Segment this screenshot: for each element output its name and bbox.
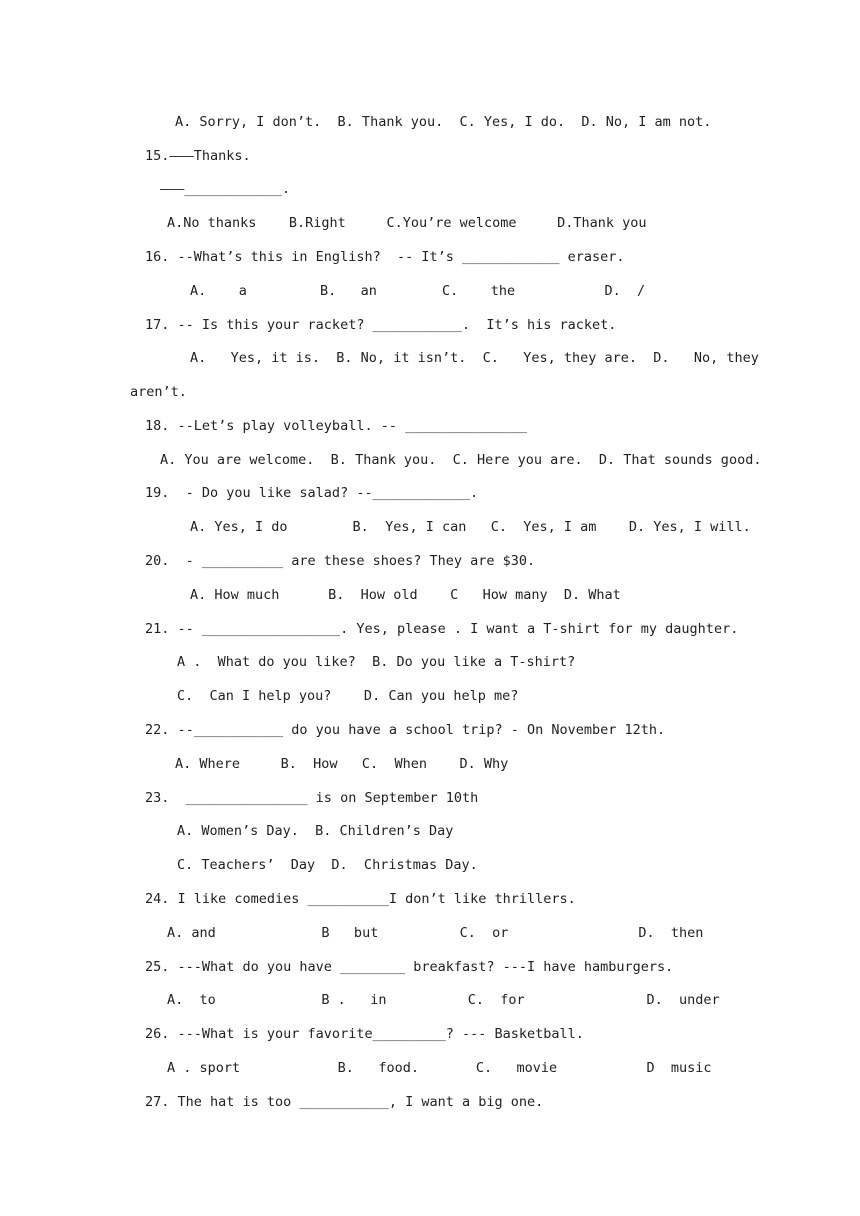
- q16-question: 16. --What’s this in English? -- It’s ____________ eraser.: [145, 249, 625, 265]
- q17-options-continued: aren’t.: [130, 384, 187, 400]
- q20-options: A. How much B. How old C How many D. What: [190, 587, 621, 603]
- q17-question: 17. -- Is this your racket? ___________. It’s his racket.: [145, 317, 617, 333]
- q20-question: 20. - __________ are these shoes? They are $30.: [145, 553, 536, 569]
- q16-options: A. a B. an C. the D. /: [190, 283, 646, 299]
- q22-options: A. Where B. How C. When D. Why: [175, 756, 509, 772]
- q17-options: A. Yes, it is. B. No, it isn’t. C. Yes, they are. D. No, they: [190, 350, 759, 366]
- q27-question: 27. The hat is too ___________, I want a big one.: [145, 1094, 544, 1110]
- q19-options: A. Yes, I do B. Yes, I can C. Yes, I am D. Yes, I will.: [190, 519, 751, 535]
- q22-question: 22. --___________ do you have a school trip? - On November 12th.: [145, 722, 666, 738]
- q15-options: A.No thanks B.Right C.You’re welcome D.Thank you: [167, 215, 647, 231]
- q25-options: A. to B . in C. for D. under: [167, 992, 720, 1008]
- q19-question: 19. - Do you like salad? --____________.: [145, 485, 479, 501]
- q25-question: 25. ---What do you have ________ breakfast? ---I have hamburgers.: [145, 959, 674, 975]
- q23-options-cd: C. Teachers’ Day D. Christmas Day.: [177, 857, 478, 873]
- q26-question: 26. ---What is your favorite_________? --- Basketball.: [145, 1026, 584, 1042]
- q15-question: 15.———Thanks.: [145, 148, 251, 164]
- q14-options: A. Sorry, I don’t. B. Thank you. C. Yes, I do. D. No, I am not.: [175, 114, 712, 130]
- q21-question: 21. -- _________________. Yes, please . I want a T-shirt for my daughter.: [145, 621, 739, 637]
- q21-options-cd: C. Can I help you? D. Can you help me?: [177, 688, 519, 704]
- q18-question: 18. --Let’s play volleyball. -- _______________: [145, 418, 528, 434]
- q15-answer-blank: ———____________.: [160, 181, 291, 197]
- q23-options-ab: A. Women’s Day. B. Children’s Day: [177, 823, 454, 839]
- q21-options-ab: A . What do you like? B. Do you like a T-shirt?: [177, 654, 576, 670]
- q18-options: A. You are welcome. B. Thank you. C. Here you are. D. That sounds good.: [160, 452, 762, 468]
- q24-question: 24. I like comedies __________I don’t like thrillers.: [145, 891, 576, 907]
- q26-options: A . sport B. food. C. movie D music: [167, 1060, 712, 1076]
- q24-options: A. and B but C. or D. then: [167, 925, 704, 941]
- q23-question: 23. _______________ is on September 10th: [145, 790, 479, 806]
